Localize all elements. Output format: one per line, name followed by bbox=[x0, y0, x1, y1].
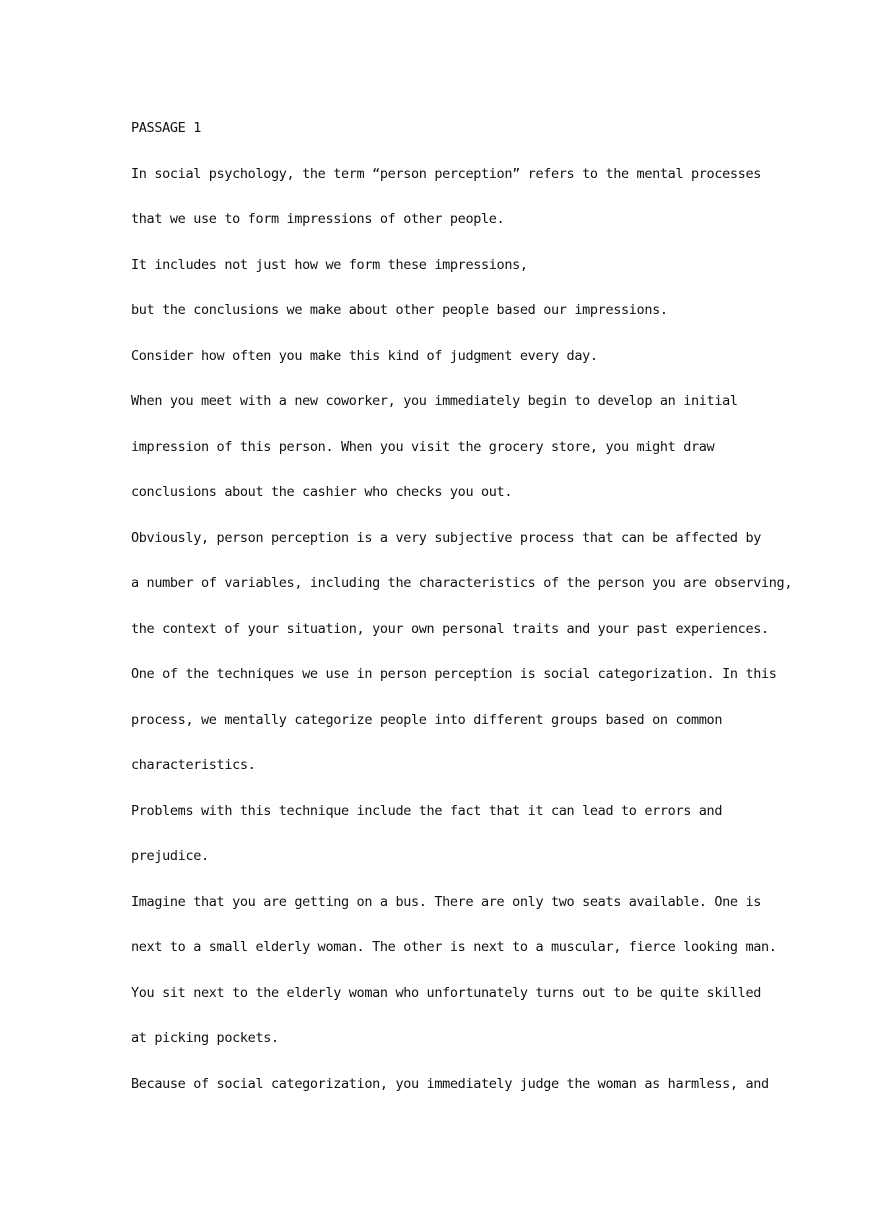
text-line-15: Problems with this technique include the fact that it can lead to errors and bbox=[131, 802, 723, 819]
text-line-13: process, we mentally categorize people into different groups based on common bbox=[131, 711, 723, 728]
text-line-16: prejudice. bbox=[131, 848, 209, 864]
text-line-7: impression of this person. When you visit the grocery store, you might draw bbox=[131, 438, 715, 455]
text-line-10: a number of variables, including the characteristics of the person you are observing, bbox=[131, 575, 793, 591]
text-line-5: Consider how often you make this kind of judgment every day. bbox=[131, 347, 598, 364]
text-line-11: the context of your situation, your own personal traits and your past experiences. bbox=[131, 620, 769, 637]
text-line-12: One of the techniques we use in person perception is social categorization. In this bbox=[131, 666, 777, 682]
text-line-20: at picking pockets. bbox=[131, 1030, 279, 1046]
passage-text bbox=[131, 116, 793, 1117]
text-line-2: that we use to form impressions of other people. bbox=[131, 211, 505, 227]
text-line-4: but the conclusions we make about other people based our impressions. bbox=[131, 302, 668, 318]
text-line-1: In social psychology, the term “person perception” refers to the mental processes bbox=[131, 165, 761, 182]
text-line-8: conclusions about the cashier who checks you out. bbox=[131, 484, 513, 500]
text-line-21: Because of social categorization, you immediately judge the woman as harmless, and bbox=[131, 1075, 769, 1092]
text-line-18: next to a small elderly woman. The other is next to a muscular, fierce looking man. bbox=[131, 939, 777, 955]
text-line-17: Imagine that you are getting on a bus. There are only two seats available. One is bbox=[131, 893, 761, 910]
text-line-9: Obviously, person perception is a very subjective process that can be affected by bbox=[131, 529, 761, 546]
text-line-6: When you meet with a new coworker, you immediately begin to develop an initial bbox=[131, 393, 738, 409]
text-line-19: You sit next to the elderly woman who unfortunately turns out to be quite skilled bbox=[131, 984, 761, 1001]
text-line-14: characteristics. bbox=[131, 757, 256, 773]
text-line-3: It includes not just how we form these impressions, bbox=[131, 256, 528, 273]
passage-title: PASSAGE 1 bbox=[131, 120, 201, 136]
